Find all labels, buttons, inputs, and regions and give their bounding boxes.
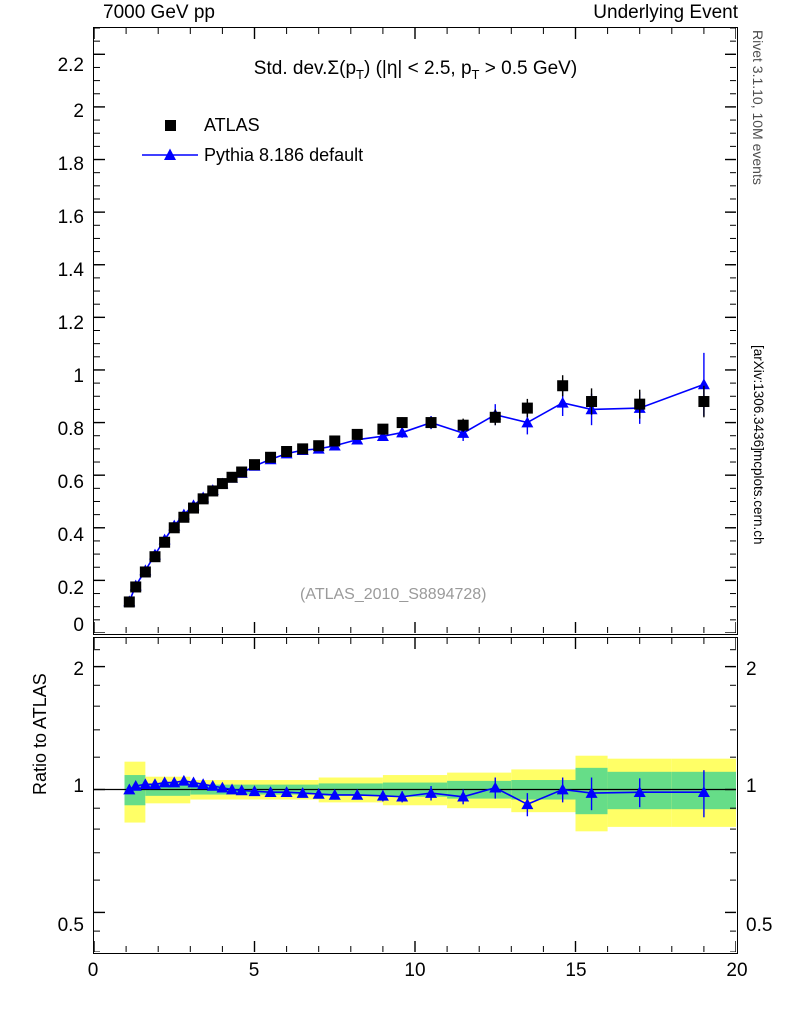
- arxiv-reference-label: [arXiv:1306.3436]: [751, 345, 766, 451]
- header-right-label: Underlying Event: [593, 2, 738, 23]
- plot-title: Std. $dev.\Sigma(p_T) (|\eta| < 2.5$, $p_T > 0.5$ GeV): [253, 58, 578, 82]
- xtick-label: 0: [87, 960, 99, 981]
- ratio-ytick-label: 2: [73, 659, 84, 680]
- ratio-ytick-label-right: 1: [746, 776, 757, 797]
- ratio-ytick-label: 1: [73, 776, 84, 797]
- ratio-plot-canvas: [94, 638, 736, 952]
- analysis-id-watermark: (ATLAS_2010_S8894728): [300, 586, 487, 603]
- xtick-label: 20: [726, 960, 748, 981]
- ratio-ytick-label-right: 0.5: [746, 915, 773, 936]
- ytick-label: 0.4: [57, 525, 84, 546]
- xtick-label: 10: [404, 960, 426, 981]
- ytick-label: 1.4: [57, 260, 84, 281]
- ratio-axis-label: Ratio to ATLAS: [30, 673, 50, 795]
- rivet-version-label: Rivet 3.1.10, 10M events: [750, 30, 766, 185]
- header-left-label: 7000 GeV pp: [103, 2, 215, 23]
- ytick-label: 2.2: [57, 55, 84, 76]
- ytick-label: 1.6: [57, 207, 84, 228]
- mcplots-url-label: mcplots.cern.ch: [751, 450, 766, 545]
- ytick-label: 0.2: [57, 578, 84, 599]
- ytick-label: 1: [73, 366, 84, 387]
- legend: [140, 110, 363, 170]
- ytick-label: 1.2: [57, 313, 84, 334]
- legend-entry-pythia: [140, 140, 363, 170]
- ratio-ytick-label: 0.5: [57, 915, 84, 936]
- ytick-label: 0.8: [57, 419, 84, 440]
- legend-entry-atlas: [140, 110, 363, 140]
- legend-label: ATLAS: [204, 114, 260, 135]
- xtick-label: 5: [248, 960, 260, 981]
- triangle-marker-icon: [140, 146, 200, 164]
- legend-label: Pythia 8.186 default: [204, 144, 364, 165]
- ytick-label: 0: [73, 615, 84, 636]
- ratio-plot-frame: [93, 637, 738, 954]
- ytick-label: 1.8: [57, 154, 84, 175]
- ytick-label: 0.6: [57, 472, 84, 493]
- ratio-ytick-label-right: 2: [746, 659, 757, 680]
- xtick-label: 15: [565, 960, 587, 981]
- square-marker-icon: [140, 117, 200, 133]
- ytick-label: 2: [73, 101, 84, 122]
